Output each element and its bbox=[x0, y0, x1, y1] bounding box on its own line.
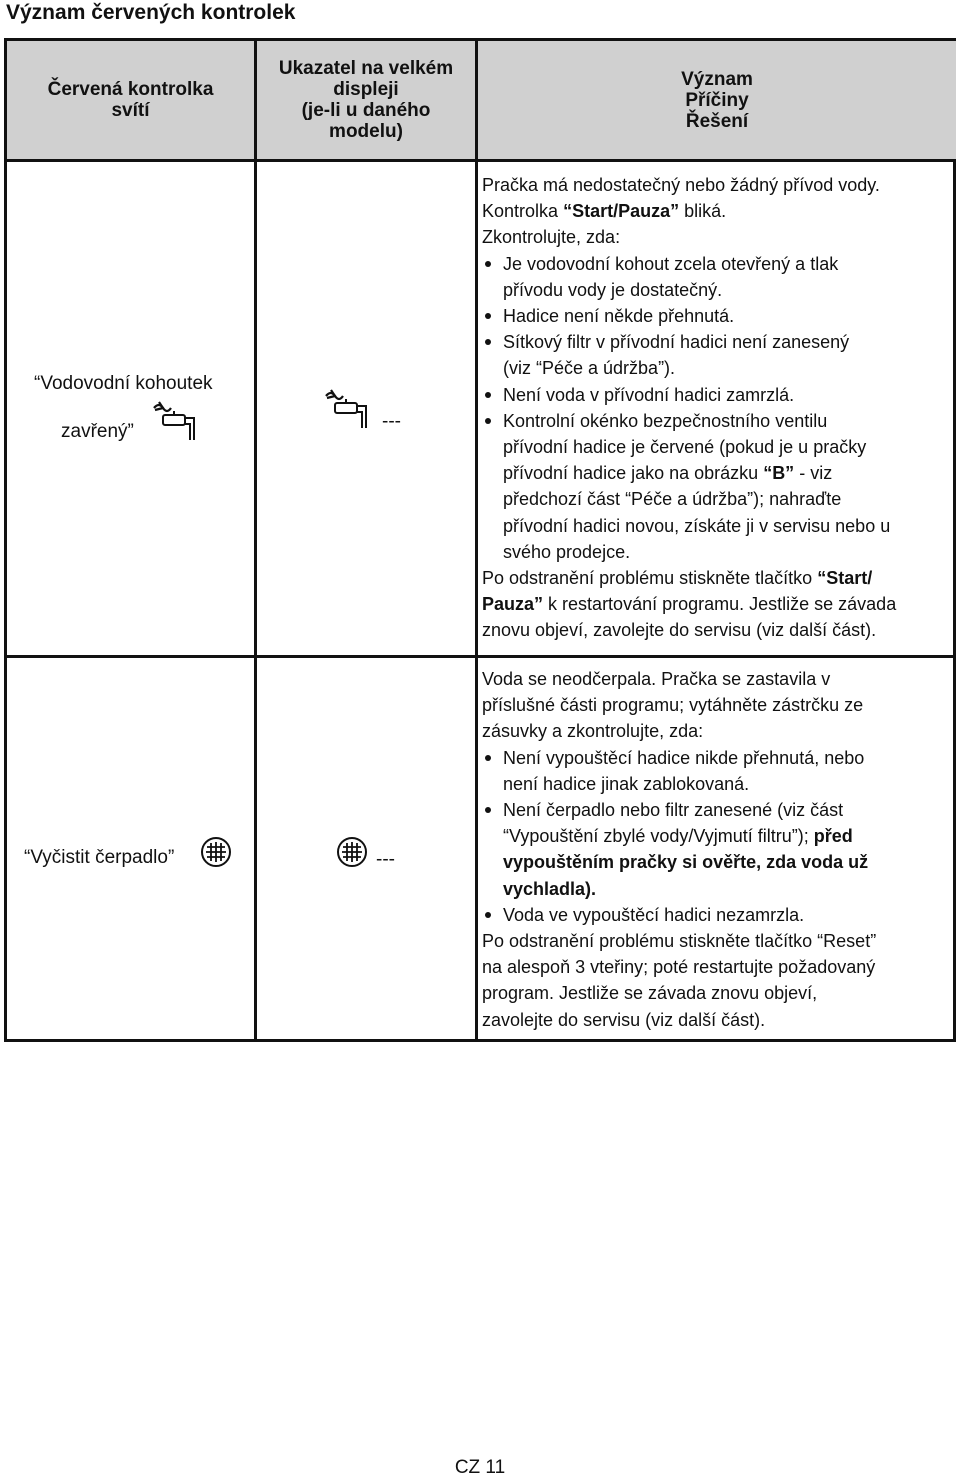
column-divider bbox=[254, 41, 257, 1041]
indicator-label-pump: “Vyčistit čerpadlo” bbox=[24, 847, 175, 868]
tap-closed-icon bbox=[150, 400, 200, 444]
row-divider bbox=[7, 159, 956, 162]
list-item: Je vodovodní kohout zcela otevřený a tlak bbox=[482, 251, 950, 277]
list-item: Není čerpadlo nebo filtr zanesené (viz část bbox=[482, 797, 950, 823]
display-indicator-value: --- bbox=[382, 411, 401, 432]
meaning-text-tap: Pračka má nedostatečný nebo žádný přívod vody. Kontrolka “Start/Pauza” bliká. Zkontrolujte, zda: Je vodovodní kohout zcela otevřený a tlak přívodu vody je dostatečný. Hadice není někde přehnutá. Sítkový filtr v přívodní hadici není zanesený (viz “Péče a údržba”). Není voda v přívodní hadici zamrzlá. Kontrolní okénko bezpečnostního ventilu přívodní hadice je červené (pokud je u pračky přívodní hadice jako na obrázku “B” - viz předchozí část “Péče a údržba”); nahraďte přívodní hadici novou, získáte ji v servisu nebo u svého prodejce. Po odstranění problému stiskněte tlačítko “Start/ Pauza” k restartování programu. Jestliže se závada znovu objeví, zavolejte do servisu (viz další část). bbox=[482, 172, 950, 644]
list-item: Hadice není někde přehnutá. bbox=[482, 303, 950, 329]
list-item: Sítkový filtr v přívodní hadici není zanesený bbox=[482, 329, 950, 355]
indicator-label-tap: “Vodovodní kohoutek bbox=[34, 373, 213, 394]
list-item: Není vypouštěcí hadice nikde přehnutá, nebo bbox=[482, 745, 950, 771]
page-number: CZ 11 bbox=[454, 1457, 506, 1478]
column-divider bbox=[475, 41, 478, 1041]
list-item: Není voda v přívodní hadici zamrzlá. bbox=[482, 382, 950, 408]
tap-closed-icon bbox=[322, 388, 372, 432]
indicator-label-tap-line2: zavřený” bbox=[61, 421, 134, 442]
header-display-label: Ukazatel na velkém displeji (je-li u daného modelu) bbox=[278, 58, 454, 142]
pump-filter-icon bbox=[200, 836, 232, 868]
page-title: Význam červených kontrolek bbox=[6, 1, 296, 24]
row-divider bbox=[7, 655, 956, 658]
pump-filter-icon bbox=[336, 836, 368, 868]
header-meaning-label: Význam Příčiny Řešení bbox=[681, 68, 753, 132]
display-indicator-value: --- bbox=[376, 849, 395, 870]
header-indicator-label: Červená kontrolka svítí bbox=[47, 79, 214, 121]
list-item: Voda ve vypouštěcí hadici nezamrzla. bbox=[482, 902, 950, 928]
meaning-text-pump: Voda se neodčerpala. Pračka se zastavila v příslušné části programu; vytáhněte zástrčku ze zásuvky a zkontrolujte, zda: Není vypouštěcí hadice nikde přehnutá, nebo není hadice jinak zablokovaná. Není čerpadlo nebo filtr zanesené (viz část “Vypouštění zbylé vody/Vyjmutí filtru”); před vypouštěním pračky si ověřte, zda voda už vychladla). Voda ve vypouštěcí hadici nezamrzla. Po odstranění problému stiskněte tlačítko “Reset” na alespoň 3 vteřiny; poté restartujte požadovaný program. Jestliže se závada znovu objeví, zavolejte do servisu (viz další část). bbox=[482, 666, 950, 1033]
list-item: Kontrolní okénko bezpečnostního ventilu bbox=[482, 408, 950, 434]
